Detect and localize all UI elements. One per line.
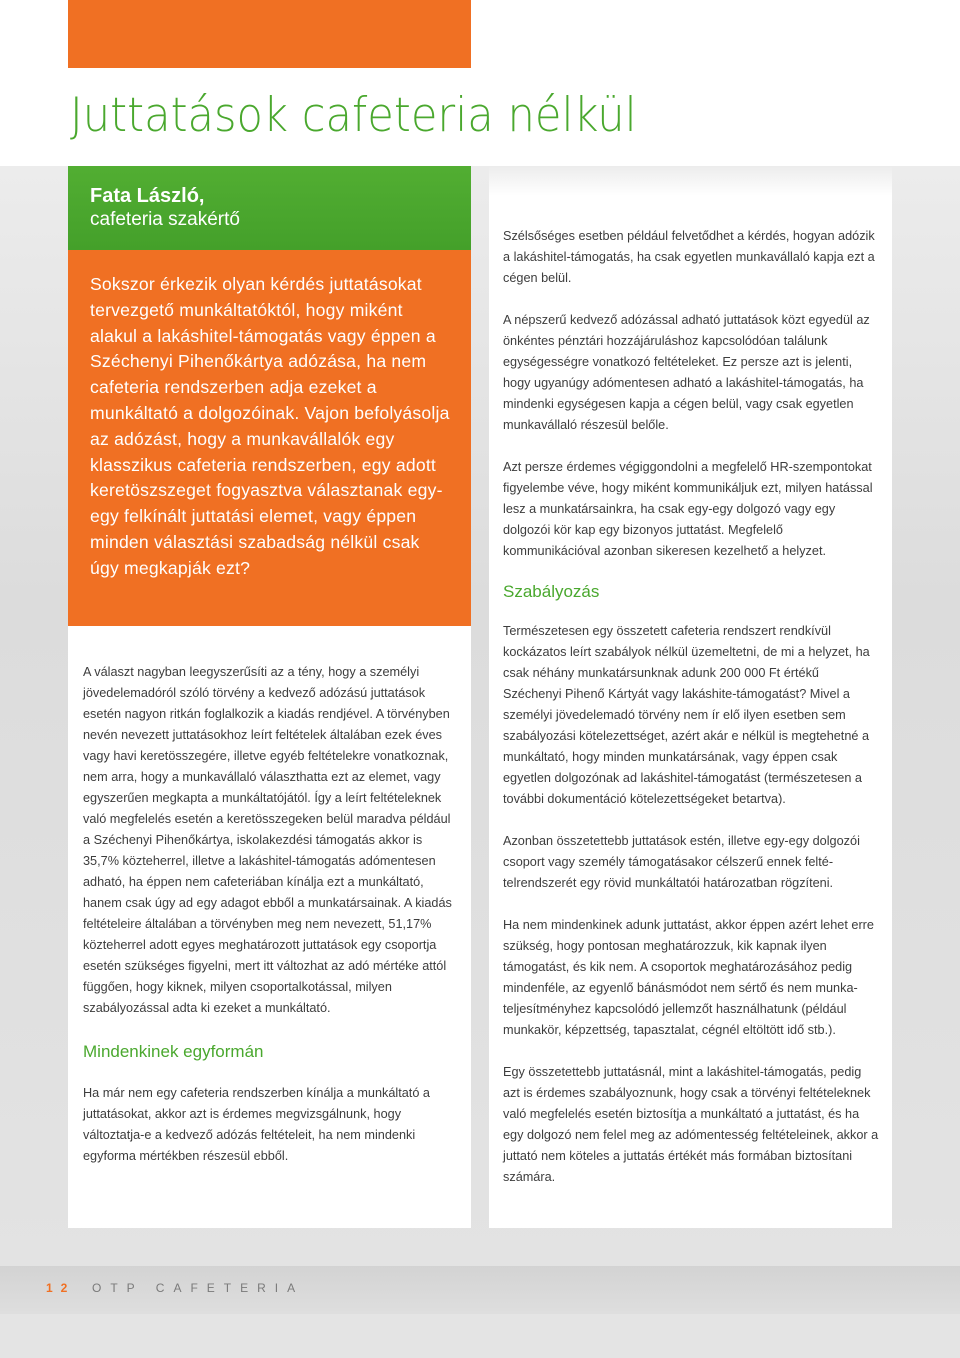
right-column-fade — [489, 166, 892, 196]
page-number: 12 — [46, 1281, 76, 1295]
section-heading-szabalyozas: Szabályozás — [503, 582, 600, 601]
right-paragraph: Egy összetettebb juttatásnál, mint a lakáshitel-támogatás, pedig azt is érdemes szabályoznunk, hogy csak a törvényi feltételeknek való megfelelés esetén biztosítja a munkáltató a juttatást, és ha egy dolgozó nem felel meg az adómentesség feltételeinek, akkor a juttató nem köteles a juttatás értékét más formában biztosítani számára. — [503, 1065, 879, 1184]
section-heading-mindenkinek: Mindenkinek egyformán — [83, 1042, 264, 1061]
footer-brand: OTP CAFETERIA — [92, 1281, 305, 1295]
right-paragraph: Szélsőséges esetben például felvetődhet a kérdés, hogyan adózik a lakáshitel-támogatás, ha csak egyetlen munkavállaló kapja ezt a cégen belül. — [503, 229, 875, 285]
author-name: Fata László, — [90, 185, 205, 207]
right-paragraph: Azonban összetettebb juttatások estén, illetve egy-egy dolgozói csoport vagy személy támogatásakor célszerű ennek feltételrendszerét egy rövid munkáltatói határozatban rögzíteni. — [503, 834, 860, 890]
left-column — [68, 626, 471, 1228]
left-paragraph: A választ nagyban leegyszerűsíti az a tény, hogy a személyi jövedelemadóról szóló törvény a kedvező adózású juttatások esetén nagyon ritkán foglalkozik a kiadás rendjével. A törvényben nevén nevezett juttatásokhoz leírt feltételek általában ezek éves vagy havi keretösszegére, illetve egyéb feltételekre vonatkoznak, nem arra, hogy a munkavállaló választhatta ezt az elemet, vagy egyszerűen megkapta a munkáltatójától. Így a leírt feltételeknek való megfelelés esetén a keretösszegeken belül maradva például a Széchenyi Pihenőkártya, iskolakezdési támogatás akkor is 35,7% közteherrel, illetve a lakáshitel-támogatás adómentesen adható, ha éppen nem cafeteriában kínálja ezt a munkáltató, hanem csak úgy ad egy adagot ebből a munkatársainak. A kiadás feltételeire általában a törvényben meg nem nevezett, 51,17% közteherrel adott egyes meghatározott juttatások egy csoportja esetén szükséges figyelni, mert itt változhat az adó mértéke attól függően, hogy kiknek, milyen csoportalkotással, milyen szabályozással adta ki ezeket a munkáltató. — [83, 665, 452, 1015]
left-paragraph: Ha már nem egy cafeteria rendszerben kínálja a munkáltató a juttatásokat, akkor azt is érdemes megvizsgálnunk, hogy változtatja-e a kedvező adózás feltételeit, ha nem mindenki egyforma mértékben részesül ebből. — [83, 1086, 430, 1163]
right-paragraph: Azt persze érdemes végiggondolni a megfelelő HR-szempontokat figyelembe véve, hogy miként kommunikáljuk ezt, milyen hatással lesz a munkatársainkra, ha csak egy-egy dolgozó vagy egy dolgozói kör kap egy bizonyos juttatást. Megfelelő kommunikációval azonban sikeresen kezelhető a helyzet. — [503, 460, 873, 558]
right-paragraph: A népszerű kedvező adózással adható juttatások közt egyedül az önkéntes pénztári hozzájáruláshoz kapcsolódóan találunk egységességre vonatkozó feltételeket. Ez persze azt is jelenti, hogy ugyanúgy adómentesen adható a lakáshitel-támogatás, ha mindenki egységesen kapja a cégen belül, vagy csak egyetlen munkavállaló részesül belőle. — [503, 313, 870, 432]
right-paragraph: Ha nem mindenkinek adunk juttatást, akkor éppen azért lehet erre szükség, hogy pontosan meghatározzuk, kik kapnak ilyen támogatást, és kik nem. A csoportok meghatározásához pedig mindenféle, az egyenlő bánásmódot nem sértő és nem munkateljesítményhez kapcsolódó jellemzőt használhatunk (például munkakör, képzettség, tapasztalat, cégnél eltöltött idő stb.). — [503, 918, 874, 1037]
intro-box — [68, 250, 471, 626]
right-paragraph: Természetesen egy összetett cafeteria rendszert rendkívül kockázatos leírt szabályok nélkül üzemeltetni, de mi a helyzet, ha csak néhány munkatársunknak adunk 200 000 Ft értékű Széchenyi Pihenő Kártyát vagy lakáshite-támogatást? Mivel a személyi jövedelemadó törvény nem ír elő ilyen esetben sem szabályozási kötelezettséget, azért akár e nélkül is megtehetné a munkáltató, hogy minden munkatársának, vagy éppen csak egyetlen dolgozónak ad lakáshitel-támogatást (természetesen a további dokumentáció kötelezettségeket betartva). — [503, 624, 870, 806]
author-box — [68, 166, 471, 250]
page-title: Juttatások cafeteria nélkül — [70, 88, 637, 143]
author-role: cafeteria szakértő — [90, 209, 240, 230]
orange-top-block — [68, 0, 471, 68]
right-column — [489, 196, 892, 1228]
intro-text: Sokszor érkezik olyan kérdés juttatásokat tervezgető munkáltatóktól, hogy miként alakul a lakáshitel-támogatás vagy éppen a Széchenyi Pihenőkártya adózása, ha nem cafeteria rendszerben adja ezeket a munkáltató a dolgozóinak. Vajon befolyásolja az adózást, hogy a munkavállalók egy klasszikus cafeteria rendszerben, egy adott keretöszszeget fogyasztva választanak egy-egy felkínált juttatási elemet, vagy éppen minden választási szabadság nélkül csak úgy megkapják ezt? — [90, 274, 450, 578]
